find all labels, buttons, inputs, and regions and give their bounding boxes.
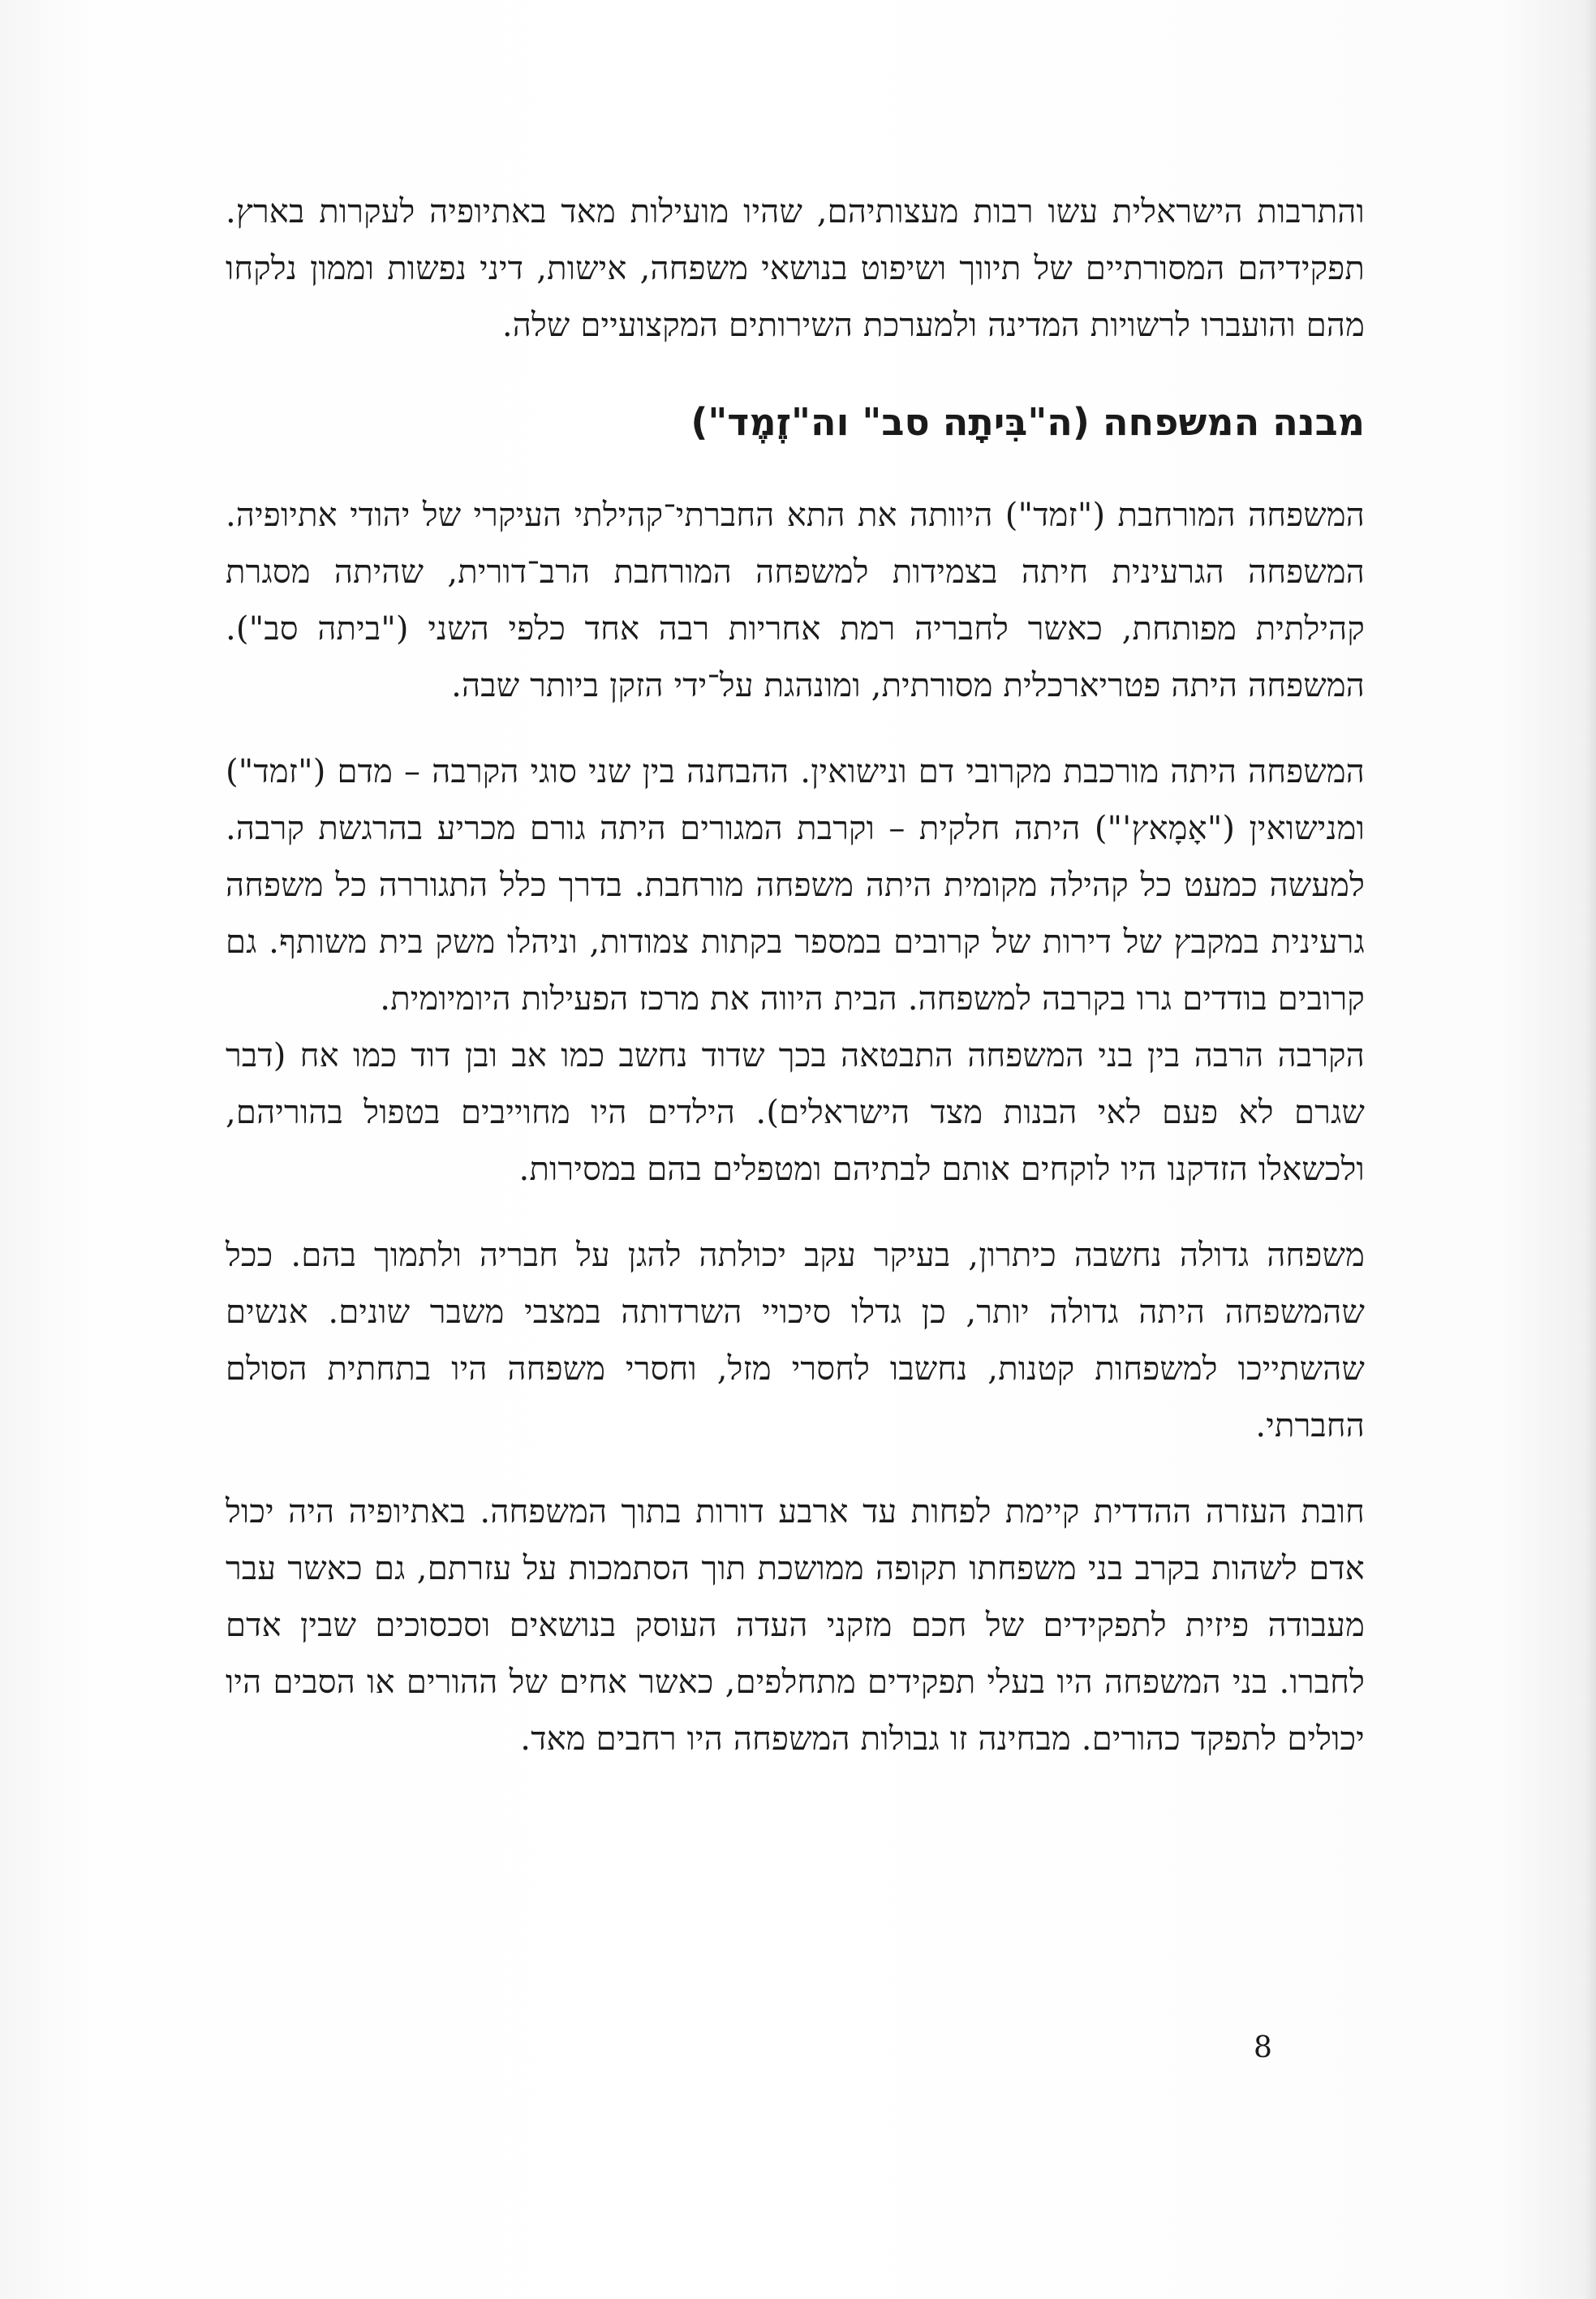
text-body <box>226 183 1365 1767</box>
paragraph-large-family: משפחה גדולה נחשבה כיתרון, בעיקר עקב יכולתה להגן על חבריה ולתמוך בהם. ככל שהמשפחה היתה גדולה יותר, כן גדלו סיכויי השרדותה במצבי משבר שונים. אנשים שהשתייכו למשפחות קטנות, נחשבו לחסרי מזל, וחסרי משפחה היו בתחתית הסולם החברתי. <box>226 1237 1365 1444</box>
paragraph-kinship: המשפחה היתה מורכבת מקרובי דם ונישואין. ההבחנה בין שני סוגי הקרבה – מדם ("זמד") ומנישואין ("אָמָאץ'") היתה חלקית – וקרבת המגורים היתה גורם מכריע בהרגשת קרבה. למעשה כמעט כל קהילה מקומית היתה משפחה מורחבת. בדרך כלל התגוררה כל משפחה גרעינית במקבץ של דירות של קרובים במספר בקתות צמודות, וניהלו משק בית משותף. גם קרובים בודדים גרו בקרבה למשפחה. הבית היווה את מרכז הפעילות היומיומית. <box>226 753 1365 1018</box>
paragraph-extended-family: המשפחה המורחבת ("זמד") היוותה את התא החברתי־קהילתי העיקרי של יהודי אתיופיה. המשפחה הגרעינית חיתה בצמידות למשפחה המורחבת הרב־דורית, שהיתה מסגרת קהילתית מפותחת, כאשר לחבריה רמת אחריות רבה אחד כלפי השני ("ביתה סב"). המשפחה היתה פטריארכלית מסורתית, ומונהגת על־ידי הזקן ביותר שבה. <box>226 497 1365 704</box>
paragraph-closeness: הקרבה הרבה בין בני המשפחה התבטאה בכך שדוד נחשב כמו אב ובן דוד כמו אח (דבר שגרם לא פעם לאי הבנות מצד הישראלים). הילדים היו מחוייבים בטפול בהוריהם, ולכשאלו הזדקנו היו לוקחים אותם לבתיהם ומטפלים בהם במסירות. <box>226 1037 1365 1188</box>
page-edge-shadow <box>1585 0 1596 2299</box>
paragraph-mutual-aid: חובת העזרה ההדדית קיימת לפחות עד ארבע דורות בתוך המשפחה. באתיופיה היה יכול אדם לשהות בקרב בני משפחתו תקופה ממושכת תוך הסתמכות על עזרתם, גם כאשר עבר מעבודה פיזית לתפקידים של חכם מזקני העדה העוסק בנושאים וסכסוכים שבין אדם לחברו. בני המשפחה היו בעלי תפקידים מתחלפים, כאשר אחים של ההורים או הסבים היו יכולים לתפקד כהורים. מבחינה זו גבולות המשפחה היו רחבים מאד. <box>226 1493 1365 1758</box>
intro-paragraph: והתרבות הישראלית עשו רבות מעצותיהם, שהיו מועילות מאד באתיופיה לעקרות בארץ. תפקידיהם המסורתיים של תיווך ושיפוט בנושאי משפחה, אישות, דיני נפשות וממון נלקחו מהם והועברו לרשויות המדינה ולמערכת השירותים המקצועיים שלה. <box>226 193 1365 344</box>
section-heading: מבנה המשפחה (ה"בִּיתָה סב" וה"זֶמֶד") <box>690 400 1365 444</box>
page-number: 8 <box>1254 2031 1272 2064</box>
